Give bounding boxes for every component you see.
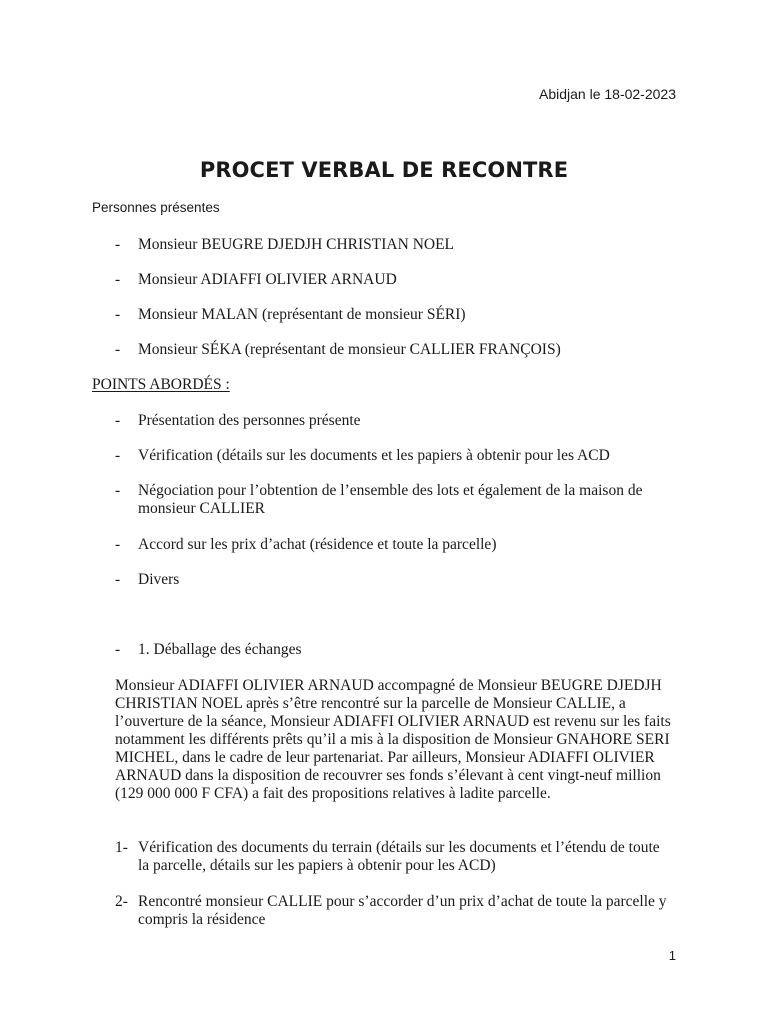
point-text: Présentation des personnes présente <box>138 412 361 429</box>
summary-paragraph: Monsieur ADIAFFI OLIVIER ARNAUD accompagné de Monsieur BEUGRE DJEDJH CHRISTIAN NOEL après s’être rencontré sur la parcelle de Monsieur CALLIE, a l’ouverture de la séance, Monsieur ADIAFFI OLIVIER ARNAUD est revenu sur les faits notamment les différents prêts qu’il a mis à la disposition de Monsieur GNAHORE SERI MICHEL, dans le cadre de leur partenariat. Par ailleurs, Monsieur ADIAFFI OLIVIER ARNAUD dans la disposition de recouvrer ses fonds s’élevant à cent vingt-neuf million (129 000 000 F CFA) a fait des propositions relatives à ladite parcelle. <box>115 677 671 802</box>
bullet-dash: - <box>115 482 121 499</box>
attendee-name: Monsieur MALAN (représentant de monsieur SÉRI) <box>138 306 466 323</box>
item-number: 2- <box>115 893 128 910</box>
bullet-dash: - <box>115 412 121 429</box>
bullet-dash: - <box>115 271 121 288</box>
bullet-dash: - <box>115 341 121 358</box>
document-title: PROCET VERBAL DE RECONTRE <box>199 158 569 182</box>
document-date: Abidjan le 18-02-2023 <box>539 86 676 102</box>
attendee-name: Monsieur SÉKA (représentant de monsieur CALLIER FRANÇOIS) <box>138 341 561 358</box>
numbered-item-text: Rencontré monsieur CALLIE pour s’accorder d’un prix d’achat de toute la parcelle y compris la résidence <box>138 893 667 928</box>
points-heading: POINTS ABORDÉS : <box>92 376 230 393</box>
bullet-dash: - <box>115 536 121 553</box>
section-item-text: 1. Déballage des échanges <box>138 641 302 658</box>
numbered-item-text: Vérification des documents du terrain (détails sur les documents et l’étendu de toute la parcelle, détails sur les papiers à obtenir pour les ACD) <box>138 839 660 874</box>
bullet-dash: - <box>115 447 121 464</box>
item-number: 1- <box>115 839 128 856</box>
bullet-dash: - <box>115 306 121 323</box>
point-text: Vérification (détails sur les documents et les papiers à obtenir pour les ACD <box>138 447 610 464</box>
point-text: Négociation pour l’obtention de l’ensemble des lots et également de la maison de monsieur CALLIER <box>138 482 643 517</box>
page-number: 1 <box>668 948 676 963</box>
bullet-dash: - <box>115 571 121 588</box>
point-text: Divers <box>138 571 180 588</box>
attendees-label: Personnes présentes <box>92 200 220 215</box>
bullet-dash: - <box>115 641 121 658</box>
attendee-name: Monsieur BEUGRE DJEDJH CHRISTIAN NOEL <box>138 236 455 253</box>
bullet-dash: - <box>115 236 121 253</box>
point-text: Accord sur les prix d’achat (résidence et toute la parcelle) <box>138 536 497 553</box>
attendee-name: Monsieur ADIAFFI OLIVIER ARNAUD <box>138 271 397 288</box>
